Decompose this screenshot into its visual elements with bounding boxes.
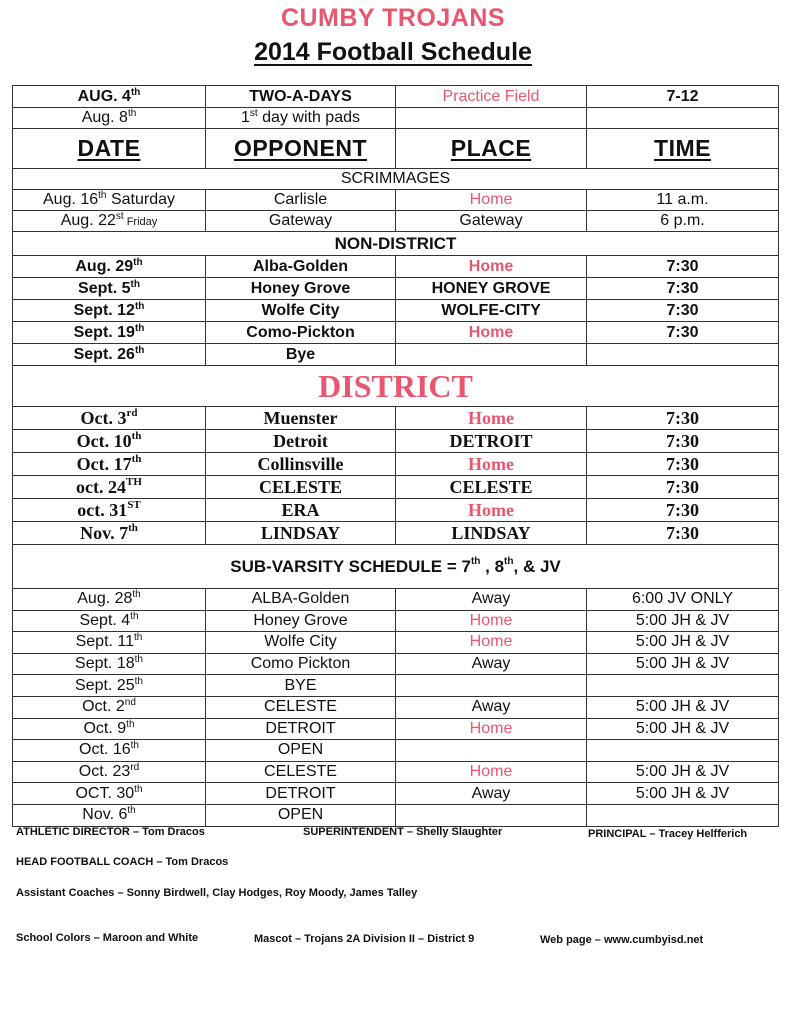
table-row (13, 407, 779, 430)
time-cell (587, 632, 779, 654)
date-suffix-sup: th (134, 632, 143, 644)
place-cell (396, 804, 587, 826)
date-cell (13, 476, 206, 499)
opponent-cell-text: CELESTE (264, 763, 337, 781)
place-cell (396, 718, 587, 740)
place-cell-text: Home (469, 611, 513, 629)
opponent-text: day with pads (257, 109, 360, 126)
time-cell (587, 653, 779, 675)
date-suffix-sup: th (128, 522, 138, 534)
date-text: Nov. 7 (80, 523, 129, 543)
time-cell (587, 344, 779, 366)
place-cell-text: Home (469, 719, 513, 737)
place-cell (396, 761, 587, 783)
date-text: Aug. 28 (77, 590, 133, 608)
opponent-cell (206, 407, 396, 430)
opponent-cell-text: Honey Grove (250, 279, 351, 297)
section-scrimmages (13, 169, 779, 190)
place-cell-text: Home (468, 257, 514, 275)
opponent-cell (206, 430, 396, 453)
date-suffix-sup: th (134, 344, 145, 356)
opponent-cell (206, 632, 396, 654)
date-cell (13, 86, 206, 108)
opponent-cell-text: TWO-A-DAYS (249, 87, 352, 105)
place-cell-text: Home (469, 763, 513, 781)
date-cell (13, 407, 206, 430)
place-cell (396, 190, 587, 211)
opponent-cell-text: OPEN (277, 806, 324, 824)
time-cell (587, 675, 779, 697)
opponent-cell (206, 344, 396, 366)
date-cell (13, 522, 206, 545)
opponent-cell (206, 300, 396, 322)
opponent-cell (206, 675, 396, 697)
table-row (13, 300, 779, 322)
time-cell (587, 610, 779, 632)
time-cell-text: 5:00 JH & JV (635, 633, 730, 651)
table-row (13, 108, 779, 129)
opponent-cell-text: BYE (284, 676, 317, 694)
sub-varsity-suffix: , & JV (513, 557, 561, 576)
date-cell (13, 322, 206, 344)
place-cell (396, 476, 587, 499)
table-row (13, 610, 779, 632)
opponent-cell-text: Como Pickton (250, 655, 351, 673)
time-cell (587, 190, 779, 211)
opponent-cell (206, 278, 396, 300)
date-cell (13, 675, 206, 697)
opponent-cell-text: Gateway (268, 212, 333, 229)
time-cell-text: 11 a.m. (656, 191, 709, 208)
place-cell-text: WOLFE-CITY (441, 301, 541, 319)
place-cell (396, 211, 587, 232)
table-row (13, 322, 779, 344)
opponent-cell-text: ALBA-Golden (251, 590, 350, 608)
date-suffix-sup: TH (126, 476, 142, 488)
place-cell-text: Away (471, 590, 511, 608)
section-district (13, 366, 779, 407)
sub-varsity-sup1: th (470, 556, 481, 567)
sub-varsity-mid: , 8 (480, 557, 505, 576)
opponent-cell-text: Alba-Golden (252, 257, 349, 275)
table-row (13, 499, 779, 522)
opponent-cell (206, 804, 396, 826)
web-page: Web page – www.cumbyisd.net (540, 934, 704, 946)
section-non-district-text: NON-DISTRICT (334, 234, 457, 253)
opponent-cell-text: CELESTE (264, 698, 337, 716)
place-cell (396, 589, 587, 611)
opponent-cell-text: Muenster (263, 408, 338, 428)
date-text: Oct. 16 (79, 741, 131, 759)
time-cell (587, 211, 779, 232)
date-text: AUG. 4 (77, 87, 131, 105)
section-non-district (13, 232, 779, 256)
assistant-coaches: Assistant Coaches – Sonny Birdwell, Clay Hodges, Roy Moody, James Talley (16, 887, 418, 899)
opponent-cell (206, 761, 396, 783)
place-cell-text: Home (468, 454, 514, 474)
date-suffix-sup: th (134, 654, 143, 666)
opponent-cell (206, 783, 396, 805)
place-cell (396, 675, 587, 697)
date-suffix-sup: th (127, 805, 136, 817)
date-cell (13, 783, 206, 805)
date-suffix-sup: st (115, 211, 124, 222)
date-suffix-sup: ST (127, 499, 141, 511)
opponent-cell-text: DETROIT (265, 784, 336, 802)
date-suffix-sup: th (131, 453, 142, 465)
table-row (13, 522, 779, 545)
time-cell-text: 6:00 JV ONLY (631, 590, 734, 608)
school-title: CUMBY TROJANS (280, 4, 506, 32)
time-cell (587, 761, 779, 783)
date-cell (13, 190, 206, 211)
date-suffix-sup: th (126, 718, 135, 730)
time-cell (587, 718, 779, 740)
date-text: Aug. 22 (60, 212, 116, 229)
table-row (13, 430, 779, 453)
time-cell-text: 7:30 (666, 323, 699, 341)
time-cell (587, 278, 779, 300)
date-text: Sept. 18 (75, 655, 135, 673)
opponent-cell-text: ERA (281, 500, 320, 520)
time-cell-text: 5:00 JH & JV (635, 611, 730, 629)
date-suffix-sup: th (130, 610, 139, 622)
time-cell (587, 86, 779, 108)
opponent-cell-text: OPEN (277, 741, 324, 759)
place-cell-text: Home (468, 408, 514, 428)
time-cell-text: 7-12 (666, 87, 699, 105)
date-text: Sept. 19 (73, 323, 135, 341)
place-cell-text: Away (471, 784, 511, 802)
place-cell-text: CELESTE (449, 477, 533, 497)
place-cell (396, 740, 587, 762)
table-row (13, 476, 779, 499)
date-suffix-sup: th (134, 322, 145, 334)
date-suffix-sup: th (130, 278, 140, 290)
place-cell (396, 696, 587, 718)
time-cell-text: 5:00 JH & JV (635, 763, 730, 781)
date-text: Sept. 11 (75, 633, 135, 651)
opponent-cell-text: Wolfe City (264, 633, 337, 651)
date-cell (13, 761, 206, 783)
place-cell-text: Practice Field (442, 87, 540, 105)
column-header-place-text: PLACE (450, 135, 532, 161)
table-row (13, 278, 779, 300)
table-row (13, 761, 779, 783)
time-cell-text: 7:30 (666, 523, 699, 543)
date-text: Nov. 6 (82, 806, 128, 824)
schedule-table-body (13, 86, 779, 827)
date-text: Oct. 17 (76, 454, 132, 474)
opponent-cell (206, 256, 396, 278)
schedule-table (12, 85, 779, 827)
date-cell (13, 610, 206, 632)
table-row (13, 653, 779, 675)
date-text: Sept. 26 (73, 345, 135, 363)
time-cell (587, 300, 779, 322)
opponent-cell (206, 610, 396, 632)
opponent-cell-text: Honey Grove (253, 611, 348, 629)
time-cell (587, 696, 779, 718)
opponent-cell (206, 499, 396, 522)
date-suffix-sup: th (134, 675, 143, 687)
opponent-cell (206, 211, 396, 232)
date-cell (13, 804, 206, 826)
time-cell-text: 7:30 (666, 279, 699, 297)
opponent-cell-text: CELESTE (258, 477, 343, 497)
table-row (13, 675, 779, 697)
place-cell (396, 499, 587, 522)
time-cell-text: 7:30 (666, 454, 699, 474)
time-cell (587, 740, 779, 762)
table-row (13, 256, 779, 278)
sub-varsity-prefix: SUB-VARSITY SCHEDULE = 7 (230, 557, 471, 576)
place-cell (396, 453, 587, 476)
opponent-cell-text: Bye (285, 345, 316, 363)
table-row (13, 718, 779, 740)
table-row (13, 632, 779, 654)
column-header-opponent (206, 129, 396, 169)
table-row (13, 190, 779, 211)
time-cell (587, 476, 779, 499)
opponent-cell (206, 322, 396, 344)
opponent-cell-text: Como-Pickton (246, 323, 355, 341)
place-cell-text: Away (471, 698, 511, 716)
time-cell (587, 256, 779, 278)
place-cell (396, 632, 587, 654)
date-cell (13, 300, 206, 322)
table-row (13, 783, 779, 805)
table-row (13, 589, 779, 611)
date-text: Aug. 8 (81, 109, 128, 126)
time-cell (587, 499, 779, 522)
section-scrimmages-text: SCRIMMAGES (340, 170, 451, 187)
date-text: Oct. 10 (76, 431, 132, 451)
time-cell-text: 6 p.m. (660, 212, 705, 229)
place-cell (396, 783, 587, 805)
date-cell (13, 108, 206, 129)
column-header-date (13, 129, 206, 169)
opponent-cell (206, 653, 396, 675)
date-text: Oct. 3 (80, 408, 127, 428)
date-text: Sept. 25 (75, 676, 135, 694)
superintendent: SUPERINTENDENT – Shelly Slaughter (303, 826, 503, 838)
opponent-cell (206, 522, 396, 545)
column-header-opponent-text: OPPONENT (233, 135, 368, 161)
opponent-cell (206, 740, 396, 762)
place-cell-text: Gateway (459, 212, 523, 229)
opponent-cell-text: DETROIT (265, 719, 336, 737)
date-suffix-sup: nd (124, 697, 136, 709)
column-header-date-text: DATE (77, 135, 141, 161)
date-text: Oct. 23 (78, 763, 131, 781)
opponent-cell (206, 718, 396, 740)
table-row (13, 169, 779, 190)
date-text: Aug. 29 (75, 257, 134, 275)
date-cell (13, 211, 206, 232)
time-cell-text: 7:30 (666, 500, 699, 520)
date-suffix-sup: th (130, 740, 139, 752)
date-cell (13, 696, 206, 718)
time-cell-text: 7:30 (666, 257, 699, 275)
column-header-place (396, 129, 587, 169)
table-row (13, 453, 779, 476)
table-row (13, 211, 779, 232)
opponent-cell-text: Collinsville (257, 454, 344, 474)
column-header-time-text: TIME (654, 135, 711, 161)
table-row (13, 740, 779, 762)
place-cell-text: Home (468, 323, 514, 341)
place-cell-text: DETROIT (449, 431, 533, 451)
place-cell (396, 522, 587, 545)
date-cell (13, 256, 206, 278)
date-cell (13, 589, 206, 611)
schedule-title-text: 2014 Football Schedule (254, 38, 532, 66)
place-cell (396, 86, 587, 108)
time-cell (587, 804, 779, 826)
date-suffix-sup: rd (130, 762, 140, 774)
place-cell (396, 653, 587, 675)
mascot: Mascot – Trojans 2A Division II – District 9 (254, 933, 475, 945)
place-cell-text: Away (471, 655, 511, 673)
place-cell-text: LINDSAY (451, 523, 531, 543)
place-cell (396, 108, 587, 129)
section-district-text: DISTRICT (318, 368, 473, 404)
opponent-cell (206, 453, 396, 476)
date-text: OCT. 30 (75, 784, 135, 802)
place-cell-text: Home (469, 191, 513, 208)
place-cell (396, 344, 587, 366)
time-cell-text: 7:30 (666, 431, 699, 451)
place-cell (396, 300, 587, 322)
date-text: Sept. 5 (78, 279, 131, 297)
section-sub-varsity (13, 545, 779, 589)
time-cell (587, 589, 779, 611)
time-cell-text: 5:00 JH & JV (635, 655, 730, 673)
place-cell (396, 407, 587, 430)
time-cell (587, 322, 779, 344)
opponent-cell-text: Detroit (273, 431, 328, 451)
date-cell (13, 499, 206, 522)
date-suffix-sup: rd (126, 407, 138, 419)
date-suffix-sup: th (98, 190, 107, 201)
date-day: Saturday (106, 191, 175, 208)
sub-varsity-sup2: th (504, 556, 514, 567)
place-cell (396, 256, 587, 278)
date-text: oct. 31 (77, 500, 128, 520)
time-cell (587, 430, 779, 453)
opponent-cell (206, 86, 396, 108)
date-suffix-sup: th (127, 108, 137, 119)
opponent-cell (206, 190, 396, 211)
date-cell (13, 740, 206, 762)
head-coach: HEAD FOOTBALL COACH – Tom Dracos (16, 856, 229, 868)
date-suffix-sup: th (133, 256, 143, 268)
opponent-cell (206, 696, 396, 718)
date-suffix-sup: th (131, 430, 142, 442)
table-row (13, 804, 779, 826)
place-cell (396, 322, 587, 344)
time-cell (587, 453, 779, 476)
place-cell-text: Home (468, 500, 514, 520)
opponent-cell-text: LINDSAY (260, 523, 341, 543)
date-day: Friday (123, 216, 158, 228)
time-cell (587, 783, 779, 805)
date-suffix-sup: th (134, 300, 145, 312)
opponent-cell (206, 476, 396, 499)
opponent-sup: st (249, 108, 258, 119)
table-row (13, 545, 779, 589)
date-text: Oct. 2 (82, 698, 125, 716)
time-cell-text: 7:30 (666, 477, 699, 497)
time-cell-text: 7:30 (666, 301, 699, 319)
date-cell (13, 653, 206, 675)
opponent-cell (206, 589, 396, 611)
date-cell (13, 453, 206, 476)
date-cell (13, 632, 206, 654)
table-row (13, 129, 779, 169)
table-row (13, 344, 779, 366)
date-suffix-sup: th (134, 783, 143, 795)
table-row (13, 696, 779, 718)
school-colors: School Colors – Maroon and White (16, 932, 199, 944)
table-row (13, 86, 779, 108)
date-text: Oct. 9 (83, 719, 127, 737)
date-text: oct. 24 (76, 477, 127, 497)
time-cell-text: 5:00 JH & JV (635, 784, 730, 802)
date-cell (13, 278, 206, 300)
table-row (13, 366, 779, 407)
principal: PRINCIPAL – Tracey Helfferich (588, 828, 748, 840)
place-cell (396, 610, 587, 632)
date-cell (13, 430, 206, 453)
date-text: Sept. 4 (79, 611, 131, 629)
opponent-cell (206, 108, 396, 129)
time-cell-text: 5:00 JH & JV (635, 719, 730, 737)
place-cell (396, 278, 587, 300)
time-cell-text: 7:30 (666, 408, 699, 428)
opponent-num: 1 (241, 109, 250, 126)
athletic-director: ATHLETIC DIRECTOR – Tom Dracos (16, 826, 205, 838)
time-cell-text: 5:00 JH & JV (635, 698, 730, 716)
date-cell (13, 718, 206, 740)
opponent-cell-text: Carlisle (273, 191, 328, 208)
place-cell-text: HONEY GROVE (431, 279, 551, 297)
time-cell (587, 522, 779, 545)
date-cell (13, 344, 206, 366)
time-cell (587, 407, 779, 430)
opponent-cell-text: Wolfe City (261, 301, 340, 319)
place-cell (396, 430, 587, 453)
schedule-title (0, 38, 786, 67)
date-text: Sept. 12 (73, 301, 135, 319)
date-suffix-sup: th (130, 86, 141, 98)
table-row (13, 232, 779, 256)
date-text: Aug. 16 (43, 191, 99, 208)
place-cell-text: Home (469, 633, 513, 651)
time-cell (587, 108, 779, 129)
column-header-time (587, 129, 779, 169)
date-suffix-sup: th (132, 589, 141, 601)
